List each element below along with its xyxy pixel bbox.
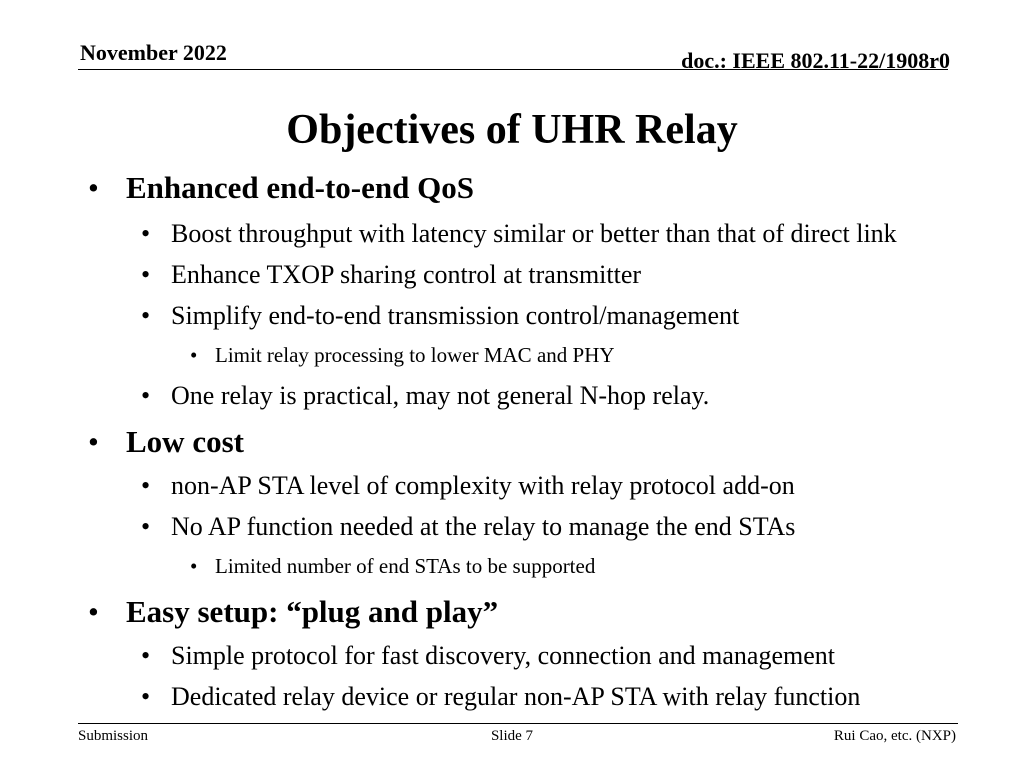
- footer-author: Rui Cao, etc. (NXP): [833, 728, 956, 744]
- bullet-item-text: Dedicated relay device or regular non-AP STA with relay function: [171, 682, 861, 711]
- footer-divider: [78, 723, 958, 724]
- bullet-subitem: [190, 343, 615, 368]
- footer-slide-number: Slide 7: [490, 728, 534, 744]
- bullet-item: [141, 381, 710, 411]
- bullet-item: [141, 260, 642, 290]
- bullet-marker: •: [190, 343, 198, 367]
- bullet-marker: •: [88, 424, 99, 459]
- bullet-item-text: One relay is practical, may not general N-hop relay.: [171, 381, 710, 410]
- bullet-item: [141, 219, 897, 249]
- bullet-subitem: [190, 554, 596, 579]
- bullet-marker: •: [141, 641, 151, 670]
- bullet-item-text: Simplify end-to-end transmission control/management: [171, 301, 740, 330]
- footer-submission: Submission: [78, 728, 149, 744]
- bullet-item-text: Enhance TXOP sharing control at transmitter: [171, 260, 642, 289]
- bullet-item: [141, 682, 861, 712]
- bullet-item-text: Simple protocol for fast discovery, connection and management: [171, 641, 836, 670]
- header-date: November 2022: [80, 40, 227, 65]
- bullet-item-text: non-AP STA level of complexity with relay protocol add-on: [171, 471, 795, 500]
- bullet-heading-easy-setup: [88, 594, 499, 630]
- bullet-marker: •: [141, 682, 151, 711]
- bullet-heading-qos: [88, 170, 474, 206]
- bullet-item-text: No AP function needed at the relay to manage the end STAs: [171, 512, 796, 541]
- bullet-marker: •: [141, 219, 151, 248]
- slide-title: Objectives of UHR Relay: [286, 107, 738, 153]
- bullet-marker: •: [141, 471, 151, 500]
- bullet-heading-text: Easy setup: “plug and play”: [126, 594, 499, 629]
- bullet-item-text: Boost throughput with latency similar or better than that of direct link: [171, 219, 897, 248]
- bullet-heading-text: Enhanced end-to-end QoS: [126, 170, 474, 205]
- bullet-marker: •: [141, 301, 151, 330]
- bullet-item: [141, 641, 836, 671]
- bullet-marker: •: [88, 170, 99, 205]
- bullet-subitem-text: Limited number of end STAs to be supported: [215, 554, 596, 578]
- header-doc-id: doc.: IEEE 802.11-22/1908r0: [681, 48, 950, 73]
- bullet-marker: •: [190, 554, 198, 578]
- bullet-item: [141, 301, 740, 331]
- bullet-marker: •: [88, 594, 99, 629]
- bullet-marker: •: [141, 260, 151, 289]
- bullet-marker: •: [141, 381, 151, 410]
- bullet-marker: •: [141, 512, 151, 541]
- bullet-subitem-text: Limit relay processing to lower MAC and PHY: [215, 343, 615, 367]
- bullet-heading-low-cost: [88, 424, 244, 460]
- bullet-item: [141, 471, 795, 501]
- bullet-heading-text: Low cost: [126, 424, 244, 459]
- bullet-item: [141, 512, 796, 542]
